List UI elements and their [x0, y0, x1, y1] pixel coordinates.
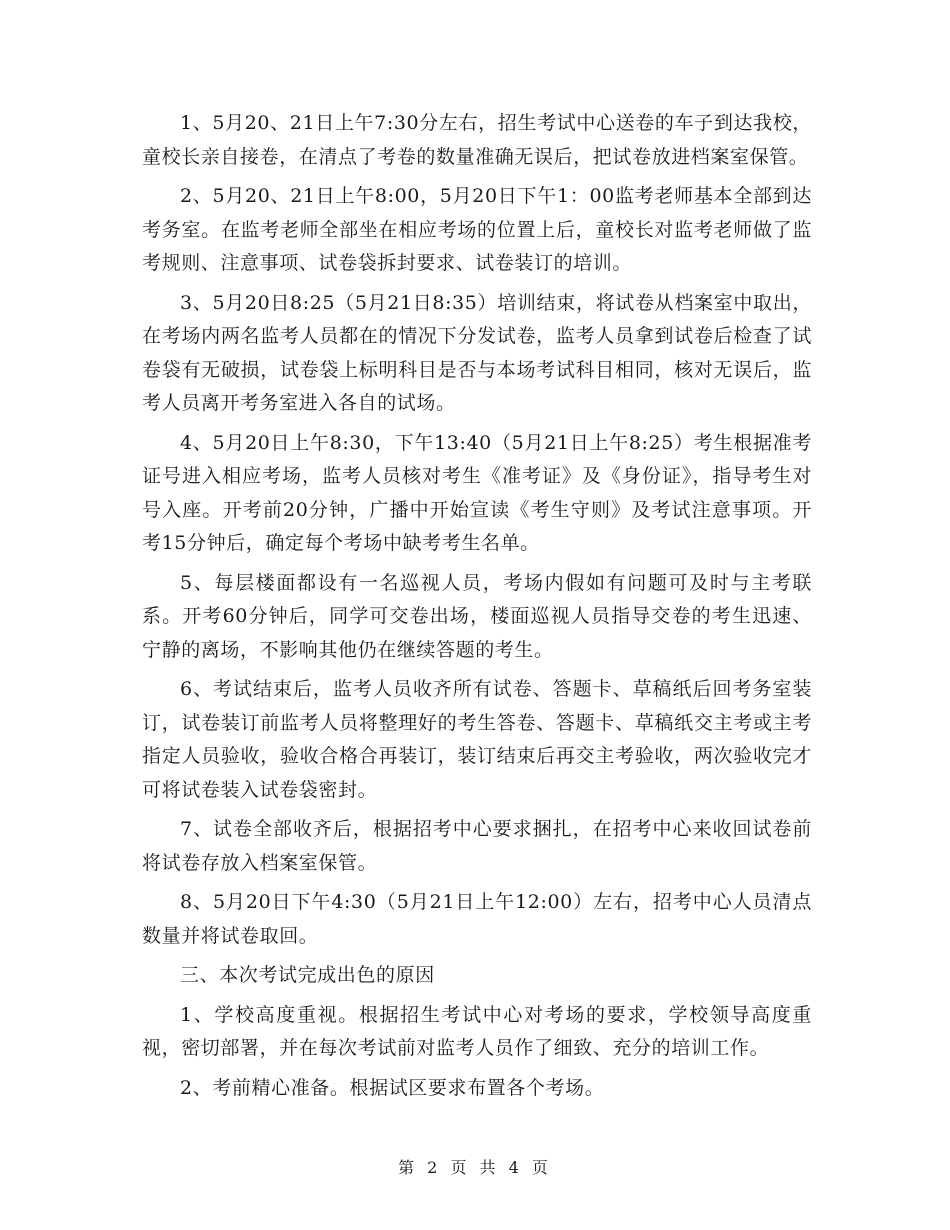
paragraph-9: 1、学校高度重视。根据招生考试中心对考场的要求，学校领导高度重视，密切部署，并在每次考试前对监考人员作了细致、充分的培训工作。 [142, 1003, 812, 1059]
paragraph-10: 2、考前精心准备。根据试区要求布置各个考场。 [180, 1076, 605, 1099]
paragraph-6: 6、考试结束后，监考人员收齐所有试卷、答题卡、草稿纸后回考务室装订，试卷装订前监考人员将整理好的考生答卷、答题卡、草稿纸交主考或主考指定人员验收，验收合格合再装订，装订结束后再交主考验收，两次验收完才可将试卷装入试卷袋密封。 [142, 678, 812, 801]
paragraph-4: 4、5月20日上午8:30，下午13:40（5月21日上午8:25）考生根据准考证号进入相应考场，监考人员核对考生《准考证》及《身份证》，指导考生对号入座。开考前20分钟，广播中开始宣读《考生守则》及考试注意事项。开考15分钟后，确定每个考场中缺考考生名单。 [142, 431, 812, 554]
paragraph-1: 1、5月20、21日上午7:30分左右，招生考试中心送卷的车子到达我校，童校长亲自接卷，在清点了考卷的数量准确无误后，把试卷放进档案室保管。 [142, 112, 812, 168]
paragraph-7: 7、试卷全部收齐后，根据招考中心要求捆扎，在招考中心来收回试卷前将试卷存放入档案室保管。 [142, 818, 812, 874]
section-heading: 三、本次考试完成出色的原因 [180, 964, 435, 986]
page-number-footer: 第 2 页 共 4 页 [398, 1158, 552, 1177]
paragraph-8: 8、5月20日下午4:30（5月21日上午12:00）左右，招考中心人员清点数量并将试卷取回。 [142, 891, 812, 947]
document-body [142, 107, 812, 1111]
paragraph-5: 5、每层楼面都设有一名巡视人员，考场内假如有问题可及时与主考联系。开考60分钟后，同学可交卷出场，楼面巡视人员指导交卷的考生迅速、宁静的离场，不影响其他仍在继续答题的考生。 [142, 571, 812, 661]
paragraph-3: 3、5月20日8:25（5月21日8:35）培训结束，将试卷从档案室中取出，在考场内两名监考人员都在的情况下分发试卷，监考人员拿到试卷后检查了试卷袋有无破损，试卷袋上标明科目是否与本场考试科目相同，核对无误后，监考人员离开考务室进入各自的试场。 [142, 291, 812, 414]
paragraph-2: 2、5月20、21日上午8:00，5月20日下午1：00监考老师基本全部到达考务室。在监考老师全部坐在相应考场的位置上后，童校长对监考老师做了监考规则、注意事项、试卷袋拆封要求、试卷装订的培训。 [142, 185, 812, 274]
